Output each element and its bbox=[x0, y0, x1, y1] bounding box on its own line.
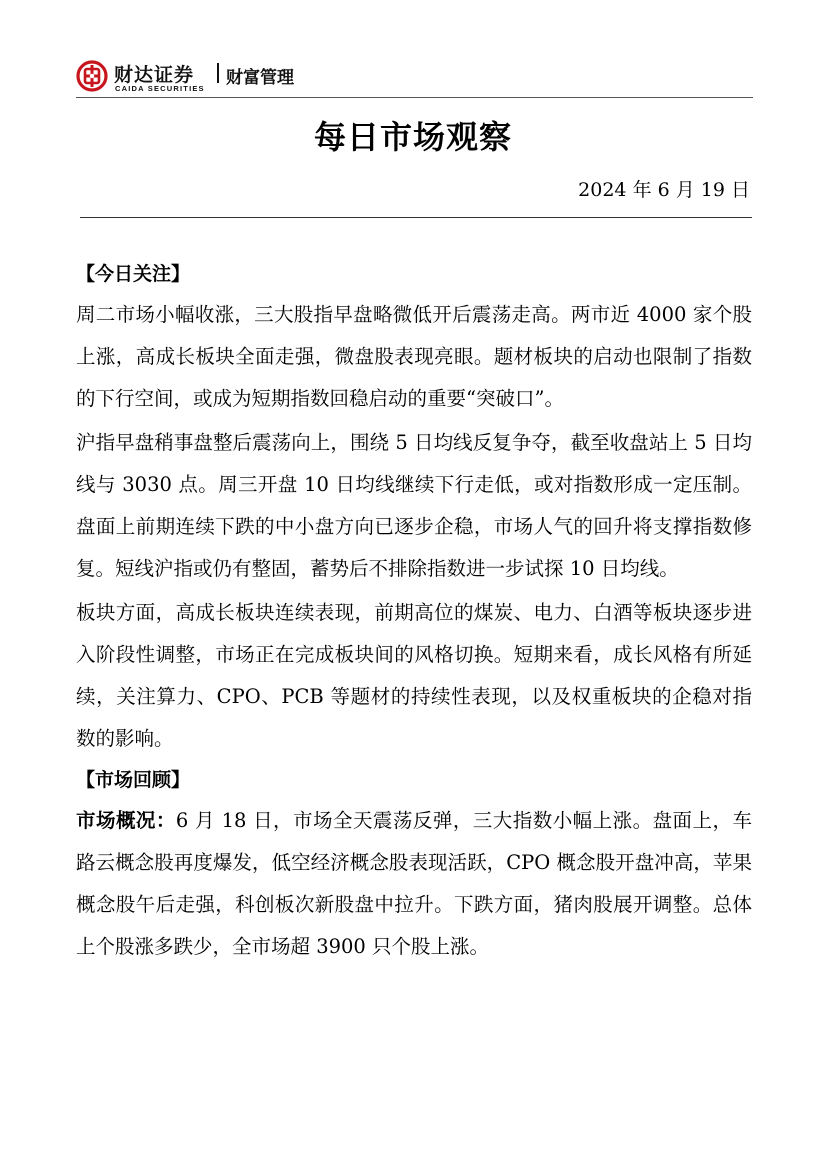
section-today-focus bbox=[76, 256, 752, 760]
report-date: 2024 年 6 月 19 日 bbox=[578, 179, 750, 201]
paragraph: 沪指早盘稍事盘整后震荡向上，围绕 5 日均线反复争夺，截至收盘站上 5 日均线与 3030 点。周三开盘 10 日均线继续下行走低，或对指数形成一定压制。盘面上前期连续下跌的中小盘方向已逐步企稳，市场人气的回升将支撑指数修复。短线沪指或仍有整固，蓄势后不排除指数进一步试探 10 日均线。 bbox=[76, 431, 752, 580]
paragraph bbox=[76, 800, 752, 968]
section-title: 【市场回顾】 bbox=[76, 769, 191, 791]
header-divider bbox=[76, 97, 753, 98]
paragraph: 板块方面，高成长板块连续表现，前期高位的煤炭、电力、白酒等板块逐步进入阶段性调整，市场正在完成板块间的风格切换。短期来看，成长风格有所延续，关注算力、CPO、PCB 等题材的持续性表现，以及权重板块的企稳对指数的影响。 bbox=[76, 601, 752, 750]
title-divider bbox=[80, 217, 752, 218]
paragraph: 周二市场小幅收涨，三大股指早盘略微低开后震荡走高。两市近 4000 家个股上涨，高成长板块全面走强，微盘股表现亮眼。题材板块的启动也限制了指数的下行空间，或成为短期指数回稳启动的重要“突破口”。 bbox=[76, 303, 752, 410]
caida-logo-icon bbox=[76, 60, 108, 92]
section-market-review bbox=[76, 762, 752, 968]
brand-name-en: CAIDA SECURITIES bbox=[115, 84, 205, 93]
section-title: 【今日关注】 bbox=[76, 263, 191, 285]
report-body bbox=[76, 256, 752, 970]
brand-name-cn: 财达证券 bbox=[114, 64, 195, 86]
brand-subtitle: 财富管理 bbox=[226, 68, 294, 88]
brand-separator bbox=[217, 63, 219, 83]
page-header bbox=[76, 58, 754, 98]
paragraph-lead: 市场概况： bbox=[76, 809, 176, 832]
page-title: 每日市场观察 bbox=[313, 118, 512, 156]
paragraph-text: 6 月 18 日，市场全天震荡反弹，三大指数小幅上涨。盘面上，车路云概念股再度爆发，低空经济概念股表现活跃，CPO 概念股开盘冲高，苹果概念股午后走强，科创板次新股盘中拉升。下跌方面，猪肉股展开调整。总体上个股涨多跌少，全市场超 3900 只个股上涨。 bbox=[76, 809, 752, 958]
